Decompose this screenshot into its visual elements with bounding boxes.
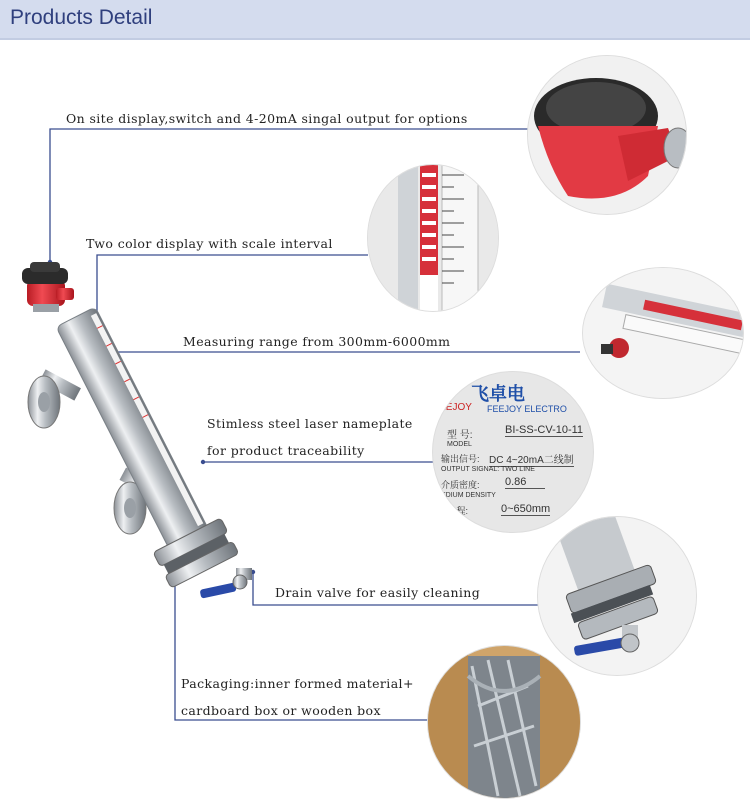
circle-range-closeup	[583, 268, 743, 398]
circle-drain-closeup	[538, 517, 696, 675]
range-closeup-image	[583, 268, 743, 398]
circle-scale-closeup	[368, 165, 498, 311]
callout-nameplate-line2: for product traceability	[207, 443, 365, 458]
upper-side-flange	[28, 369, 81, 428]
circle-display-closeup	[528, 56, 686, 214]
callout-drain-valve: Drain valve for easily cleaning	[275, 585, 481, 600]
nameplate-model-value: BI-SS-CV-10-11	[505, 424, 584, 436]
nameplate-density-label: EDIUM DENSITY	[441, 492, 496, 499]
nameplate-brand-cn: 飞卓电	[471, 384, 525, 404]
circle-packaging-closeup	[428, 646, 580, 798]
drain-valve	[200, 568, 252, 599]
callout-display: On site display,switch and 4-20mA singal output for options	[66, 111, 468, 126]
drain-closeup-image	[538, 517, 696, 675]
nameplate-density-value: 0.86	[505, 476, 545, 489]
nameplate-output-label: OUTPUT SIGNAL: TWO LINE	[441, 466, 535, 473]
scale-closeup-image	[368, 165, 498, 311]
nameplate-output-value: DC 4~20mA二线制	[489, 451, 574, 467]
callout-packaging-line2: cardboard box or wooden box	[181, 703, 381, 718]
nameplate-range-label-cn: 量 程:	[445, 506, 469, 516]
callout-packaging-line1: Packaging:inner formed material+	[181, 676, 414, 691]
nameplate-brand-left: FEEJOY	[433, 402, 472, 413]
nameplate-model-label: MODEL	[447, 441, 472, 448]
nameplate-brand-en: FEEJOY ELECTRO	[487, 404, 567, 414]
packaging-closeup-image	[428, 646, 580, 798]
nameplate-density-label-cn: 介质密度:	[441, 480, 480, 490]
nameplate-model-label-cn: 型 号:	[447, 430, 473, 441]
transmitter-closeup-image	[528, 56, 686, 214]
nameplate-output-label-cn: 输出信号:	[441, 454, 480, 464]
section-title: Products Detail	[10, 6, 153, 29]
callout-nameplate-line1: Stimless steel laser nameplate	[207, 416, 413, 431]
nameplate-range-value: 0~650mm	[501, 503, 551, 515]
transmitter-head	[22, 262, 74, 312]
callout-measuring-range: Measuring range from 300mm-6000mm	[183, 334, 451, 349]
callout-color-display: Two color display with scale interval	[86, 236, 333, 251]
circle-nameplate-closeup	[433, 372, 593, 532]
